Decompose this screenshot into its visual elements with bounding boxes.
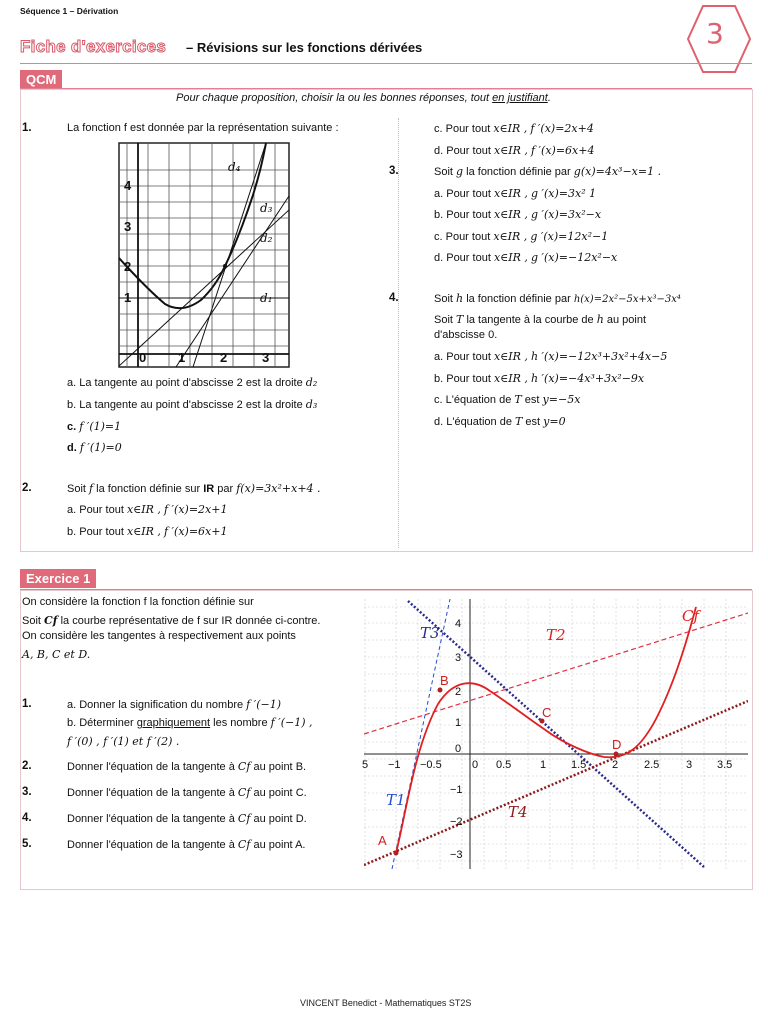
q1-number: 1.: [22, 122, 32, 134]
q2b-expr: f ′(x)=6x+1: [163, 525, 228, 538]
instruction-text: Pour chaque proposition, choisir la ou les bonnes réponses, tout: [176, 92, 493, 104]
ex1-q2-at: au point: [253, 761, 293, 773]
x-tick-1: 1: [178, 350, 186, 365]
x-tick-2: 2: [612, 759, 619, 771]
q3-pre: Soit: [434, 166, 453, 178]
ex1-q5-number: 5.: [22, 838, 32, 850]
q3c-label: c. Pour tout: [434, 231, 491, 243]
q3b-dom: x∈IR ,: [493, 208, 528, 221]
x-tick-m1: −1: [388, 759, 401, 771]
q1-text: La fonction f est donnée par la représentation suivante :: [67, 122, 339, 134]
instruction-emphasis: en justifiant: [492, 92, 548, 104]
q4c-expr: y=−5x: [542, 393, 581, 406]
q1c-math: f ′(1)=1: [79, 420, 122, 433]
q2a-label: a. Pour tout: [67, 504, 124, 516]
q4-line3: d'abscisse 0.: [434, 329, 498, 341]
ex1-q2-stem: Donner l'équation de la tangente à: [67, 761, 235, 773]
ex1-q1b-emphasis: graphiquement: [136, 717, 211, 729]
q4d-T: T: [515, 415, 523, 428]
y-tick-0: 0: [455, 743, 462, 755]
x-tick-2: 2: [220, 350, 228, 365]
q1d-math: f ′(1)=0: [79, 441, 122, 454]
ex1-intro-1: On considère la fonction f la fonction définie sur: [22, 596, 254, 608]
q4a-expr: h ′(x)=−12x³+3x²+4x−5: [530, 350, 668, 363]
q2-number: 2.: [22, 482, 32, 494]
sheet-title: [186, 40, 422, 55]
label-d4: d₄: [228, 160, 241, 174]
ex1-q3-stem: Donner l'équation de la tangente à: [67, 787, 235, 799]
q2-option-a: [67, 503, 227, 517]
point-c-label: C: [542, 705, 552, 720]
q4a-dom: x∈IR ,: [493, 350, 528, 363]
q2-option-d: [434, 144, 594, 158]
q3b-label: b. Pour tout: [434, 209, 491, 221]
q2a-expr: f ′(x)=2x+1: [163, 503, 228, 516]
ex1-intro-4: A, B, C et D.: [22, 648, 91, 661]
q4-option-d: [434, 415, 566, 429]
ex1-q5-at: au point: [253, 839, 293, 851]
header-rule: [20, 63, 752, 64]
x-tick-m05: −0.5: [420, 759, 442, 771]
ex1-intro-2: [22, 614, 320, 628]
qcm-badge: QCM: [20, 70, 62, 89]
q2d-label: d. Pour tout: [434, 145, 491, 157]
q3-option-d: [434, 251, 617, 265]
q3-option-b: [434, 208, 601, 222]
q3b-expr: g ′(x)=3x²−x: [530, 208, 602, 221]
q4-line2-mid: la tangente à la courbe de: [466, 314, 594, 326]
q1a-math: d₂: [305, 376, 318, 389]
ex1-q1a-text: a. Donner la signification du nombre: [67, 699, 244, 711]
q4b-label: b. Pour tout: [434, 373, 491, 385]
ex1-q3-number: 3.: [22, 786, 32, 798]
q4-mid: la fonction définie par: [466, 293, 571, 305]
q3-option-a: [434, 187, 596, 201]
q4-option-a: [434, 350, 667, 364]
q3-expr: g(x)=4x³−x=1 .: [573, 165, 662, 178]
ex1-q1a-math: f ′(−1): [246, 698, 282, 711]
sheet-title-outline: Fiche d'exercices: [20, 37, 167, 56]
ex1-q1b: [67, 716, 313, 730]
title-main-text: Révisions sur les fonctions dérivées: [196, 40, 423, 55]
ex1-q4-cf: Cf: [237, 812, 251, 825]
q4-h: h: [456, 292, 464, 305]
q4d-label: d. L'équation de: [434, 416, 512, 428]
q1-option-b: [67, 398, 317, 412]
q3c-expr: g ′(x)=12x²−1: [530, 230, 609, 243]
q2c-label: c. Pour tout: [434, 123, 491, 135]
y-tick-m2: −2: [450, 816, 463, 828]
label-d2: d₂: [260, 231, 273, 245]
sequence-label: Séquence 1 – Dérivation: [20, 6, 119, 16]
ex1-intro-2-pre: Soit: [22, 615, 41, 627]
label-t3: T3: [420, 624, 440, 642]
q2a-dom: x∈IR ,: [126, 503, 161, 516]
q2d-expr: f ′(x)=6x+4: [530, 144, 595, 157]
y-tick-3: 3: [124, 219, 132, 234]
label-t4: T4: [508, 803, 528, 821]
x-tick-3: 3: [686, 759, 693, 771]
q1-option-c: [67, 420, 121, 434]
ex1-q3-text: [67, 786, 307, 800]
q4b-dom: x∈IR ,: [493, 372, 528, 385]
y-tick-4: 4: [455, 618, 462, 630]
q4c-T: T: [514, 393, 522, 406]
q3-number: 3.: [389, 165, 399, 177]
ex1-q1-number: 1.: [22, 698, 32, 710]
y-tick-4: 4: [124, 178, 132, 193]
q1c-label: c.: [67, 421, 77, 433]
q3d-expr: g ′(x)=−12x²−x: [530, 251, 618, 264]
q1-option-d: [67, 441, 122, 455]
instruction-end: .: [547, 92, 551, 104]
q3d-dom: x∈IR ,: [493, 251, 528, 264]
ex1-q4-at: au point: [253, 813, 293, 825]
q4b-expr: h ′(x)=−4x³+3x²−9x: [530, 372, 645, 385]
q1-option-a: [67, 376, 317, 390]
ex1-q1b-math: f ′(−1) ,: [270, 716, 313, 729]
q4-expr: h(x)=2x²−5x+x³−3x⁴: [573, 294, 681, 305]
footer: VINCENT Benedict - Mathematiques ST2S: [300, 998, 472, 1008]
ex1-q5-stem: Donner l'équation de la tangente à: [67, 839, 235, 851]
q4d-expr: y=0: [543, 415, 566, 428]
x-tick-15: 1.5: [571, 759, 587, 771]
ex1-q1b-line2: f ′(0) , f ′(1) et f ′(2) .: [67, 735, 180, 748]
sheet-number: 3: [706, 17, 724, 50]
y-tick-m3: −3: [450, 849, 463, 861]
q4-option-b: [434, 372, 644, 386]
x-tick-0: 0: [139, 350, 147, 365]
ex1-q4-point: D.: [295, 813, 307, 825]
y-tick-m1: −1: [450, 784, 463, 796]
q2-f: f: [89, 482, 94, 495]
q3a-label: a. Pour tout: [434, 188, 491, 200]
q2-option-b: [67, 525, 227, 539]
ex1-q2-number: 2.: [22, 760, 32, 772]
q1-function-graph: [116, 140, 292, 370]
ex1-q4-number: 4.: [22, 812, 32, 824]
ex1-q5-point: A.: [295, 839, 306, 851]
q2-reals: IR: [203, 483, 215, 495]
q3-text: [434, 165, 661, 179]
x-tick-25: 2.5: [644, 759, 660, 771]
q1d-label: d.: [67, 442, 77, 454]
q2-par: par: [217, 483, 234, 495]
q4-line2-post: au point: [606, 314, 647, 326]
x-tick-05: 0.5: [496, 759, 512, 771]
label-d3: d₃: [260, 201, 273, 215]
y-tick-1: 1: [455, 717, 462, 729]
q4-line2-pre: Soit: [434, 314, 453, 326]
q4-line2: [434, 313, 646, 327]
ex1-intro-2-post: la courbe représentative de f sur IR donnée ci-contre.: [60, 615, 321, 627]
point-b-label: B: [440, 673, 449, 688]
x-tick-3: 3: [262, 350, 270, 365]
q1b-text: b. La tangente au point d'abscisse 2 est la droite: [67, 399, 303, 411]
q3a-expr: g ′(x)=3x² 1: [530, 187, 597, 200]
q4-line2-h: h: [596, 313, 604, 326]
ex1-intro-3: On considère les tangentes à respectivement aux points: [22, 630, 296, 642]
q3-g: g: [456, 165, 464, 178]
q2c-expr: f ′(x)=2x+4: [530, 122, 594, 135]
q2-mid: la fonction définie sur: [96, 483, 201, 495]
q4c-est: est: [524, 394, 540, 406]
ex1-q4-stem: Donner l'équation de la tangente à: [67, 813, 235, 825]
ex1-q5-cf: Cf: [237, 838, 251, 851]
q2-pre: Soit: [67, 483, 86, 495]
q1b-math: d₃: [305, 398, 318, 411]
q3-option-c: [434, 230, 608, 244]
qcm-instruction: [176, 92, 551, 105]
title-dash: –: [186, 40, 194, 55]
point-a-label: A: [378, 833, 387, 848]
q2c-dom: x∈IR ,: [493, 122, 528, 135]
label-cf: Cf: [682, 607, 700, 625]
q2b-dom: x∈IR ,: [126, 525, 161, 538]
y-tick-2: 2: [455, 686, 462, 698]
q4-text: [434, 292, 681, 306]
q2-expr: f(x)=3x²+x+4 .: [236, 482, 321, 495]
ex1-q2-text: [67, 760, 306, 774]
q2-text: [67, 482, 321, 496]
q4-T: T: [456, 313, 464, 326]
q4-number: 4.: [389, 292, 399, 304]
ex1-q3-point: C.: [295, 787, 307, 799]
y-tick-1: 1: [124, 290, 132, 305]
q3d-label: d. Pour tout: [434, 252, 491, 264]
point-d-label: D: [612, 737, 622, 752]
ex1-q1b-text: b. Déterminer: [67, 717, 134, 729]
label-t2: T2: [546, 626, 566, 644]
q4d-est: est: [525, 416, 541, 428]
q2b-label: b. Pour tout: [67, 526, 124, 538]
label-t1: T1: [386, 791, 406, 809]
q1a-text: a. La tangente au point d'abscisse 2 est la droite: [67, 377, 303, 389]
ex1-intro-2-cf: Cf: [44, 614, 58, 627]
ex1-q5-text: [67, 838, 305, 852]
exercise1-curve-graph: [364, 599, 748, 869]
q4-pre: Soit: [434, 293, 453, 305]
q3-mid: la fonction définie par: [466, 166, 571, 178]
x-tick-0: 0: [472, 759, 479, 771]
exercise1-badge: Exercice 1: [20, 569, 96, 588]
ex1-q3-cf: Cf: [237, 786, 251, 799]
q4c-label: c. L'équation de: [434, 394, 512, 406]
x-tick-5: 5: [362, 759, 369, 771]
q4-option-c: [434, 393, 580, 407]
q2d-dom: x∈IR ,: [493, 144, 528, 157]
q3c-dom: x∈IR ,: [493, 230, 528, 243]
y-tick-3: 3: [455, 652, 462, 664]
x-tick-1: 1: [540, 759, 547, 771]
q4a-label: a. Pour tout: [434, 351, 491, 363]
label-d1: d₁: [260, 291, 273, 305]
ex1-q4-text: [67, 812, 307, 826]
ex1-q2-point: B.: [295, 761, 307, 773]
ex1-q3-at: au point: [253, 787, 293, 799]
ex1-q1b-post: les nombre: [213, 717, 268, 729]
ex1-q1a: [67, 698, 281, 712]
ex1-q2-cf: Cf: [237, 760, 251, 773]
y-tick-2: 2: [124, 259, 132, 274]
q2-option-c: [434, 122, 594, 136]
column-divider: [398, 118, 400, 548]
q3a-dom: x∈IR ,: [493, 187, 528, 200]
x-tick-35: 3.5: [717, 759, 733, 771]
